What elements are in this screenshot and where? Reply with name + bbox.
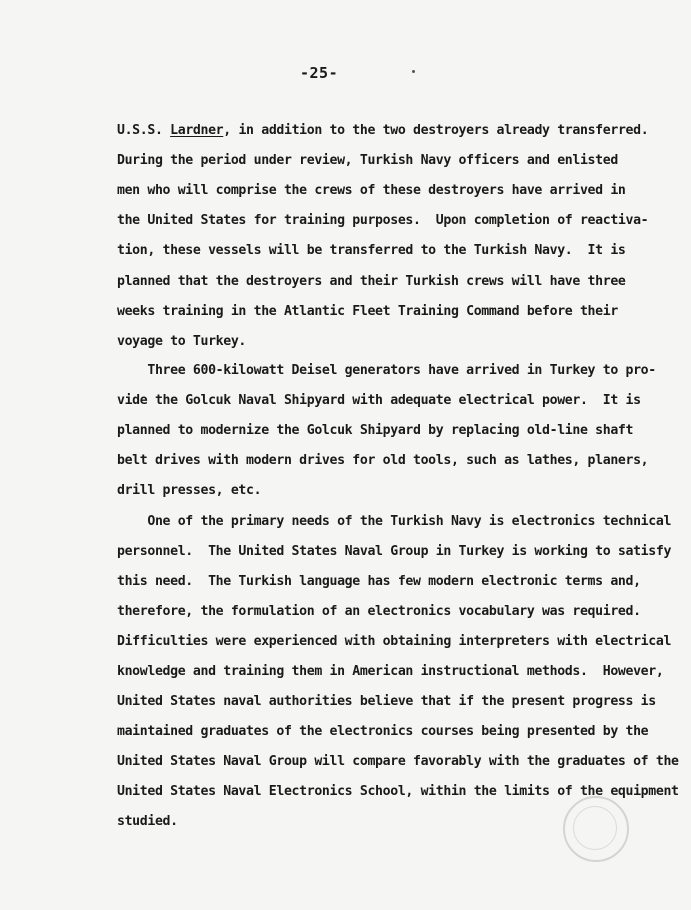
text-line: vide the Golcuk Naval Shipyard with adequate electrical power. It is bbox=[117, 393, 641, 408]
text-line: voyage to Turkey. bbox=[117, 334, 247, 349]
text-line: planned that the destroyers and their Turkish crews will have three bbox=[117, 274, 626, 289]
text-line: United States Naval Group will compare favorably with the graduates of the bbox=[117, 754, 679, 769]
page-number: -25- bbox=[300, 64, 339, 82]
text-line: drill presses, etc. bbox=[117, 483, 262, 498]
text-line: planned to modernize the Golcuk Shipyard by replacing old-line shaft bbox=[117, 423, 634, 438]
text-line: the United States for training purposes. Upon completion of reactiva- bbox=[117, 213, 649, 228]
text-line: therefore, the formulation of an electronics vocabulary was required. bbox=[117, 604, 641, 619]
text-line: belt drives with modern drives for old tools, such as lathes, planers, bbox=[117, 453, 649, 468]
text-line: Three 600-kilowatt Deisel generators have arrived in Turkey to pro- bbox=[117, 363, 656, 378]
text-line: personnel. The United States Naval Group in Turkey is working to satisfy bbox=[117, 544, 672, 559]
text-line: men who will comprise the crews of these destroyers have arrived in bbox=[117, 183, 626, 198]
ship-name-underlined: Lardner bbox=[170, 123, 224, 138]
text-line bbox=[117, 122, 648, 140]
text-line: United States Naval Electronics School, within the limits of the equipment bbox=[117, 784, 679, 799]
text-line: weeks training in the Atlantic Fleet Training Command before their bbox=[117, 304, 618, 319]
library-stamp bbox=[563, 796, 629, 862]
text-line: During the period under review, Turkish Navy officers and enlisted bbox=[117, 153, 618, 168]
text-line: this need. The Turkish language has few modern electronic terms and, bbox=[117, 574, 641, 589]
text-fragment: , in addition to the two destroyers already transferred. bbox=[223, 123, 649, 138]
text-line: tion, these vessels will be transferred to the Turkish Navy. It is bbox=[117, 243, 626, 258]
text-line: United States naval authorities believe that if the present progress is bbox=[117, 694, 656, 709]
text-line: maintained graduates of the electronics courses being presented by the bbox=[117, 724, 649, 739]
text-line: Difficulties were experienced with obtaining interpreters with electrical bbox=[117, 634, 672, 649]
text-line: studied. bbox=[117, 814, 178, 829]
text-fragment: U.S.S. bbox=[117, 123, 171, 138]
text-line: knowledge and training them in American instructional methods. However, bbox=[117, 664, 664, 679]
text-line: One of the primary needs of the Turkish Navy is electronics technical bbox=[117, 514, 672, 529]
paper-speck bbox=[412, 70, 415, 73]
